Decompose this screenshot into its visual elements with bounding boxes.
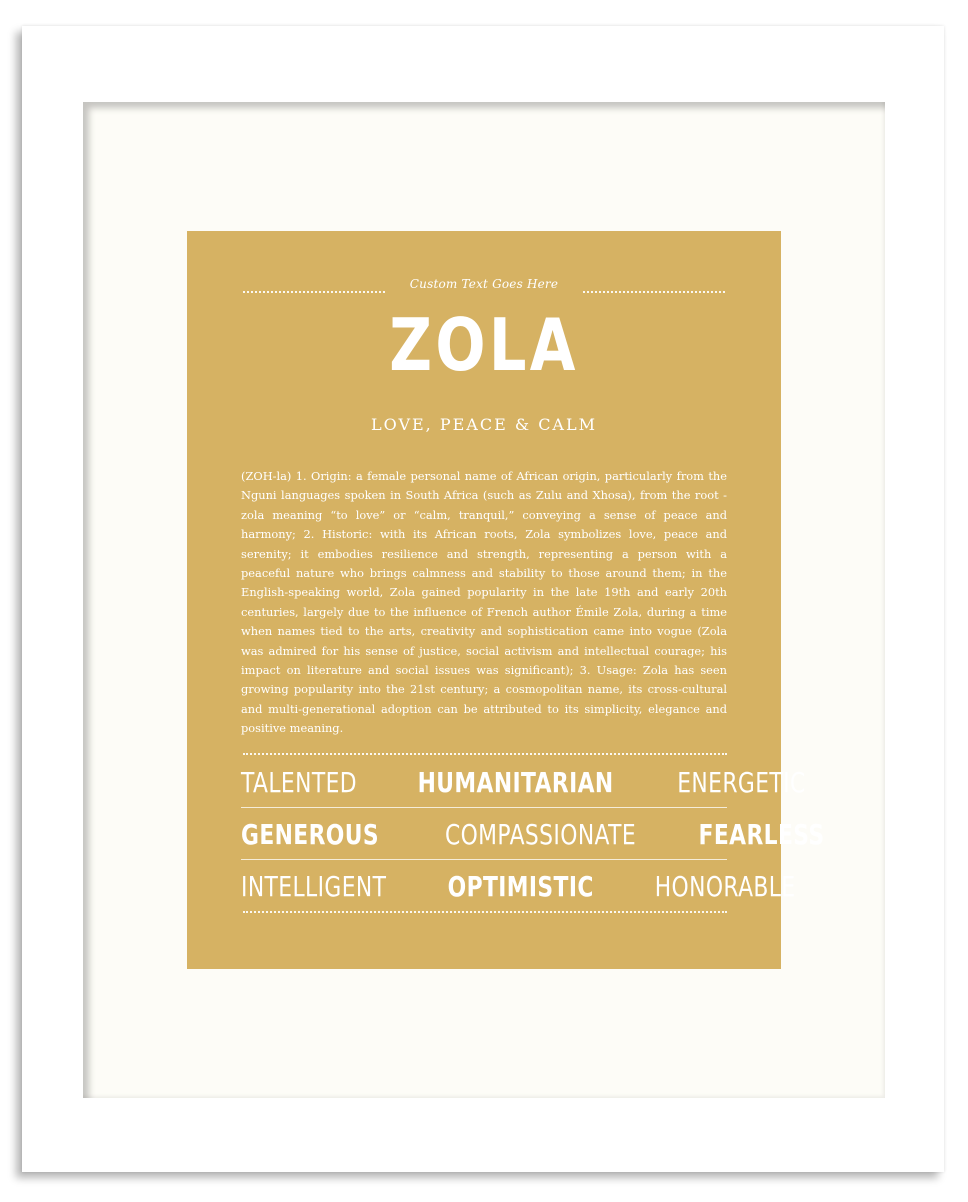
trait-row-3 — [241, 865, 796, 907]
trait-word: HONORABLE — [654, 869, 796, 903]
trait-word: INTELLIGENT — [241, 869, 387, 903]
custom-text: Custom Text Goes Here — [409, 277, 559, 291]
trait-word: GENEROUS — [241, 817, 380, 851]
top-left-dotted-rule — [243, 291, 385, 293]
traits-bottom-dotted-rule — [243, 911, 727, 913]
trait-word: OPTIMISTIC — [448, 869, 595, 903]
trait-word: HUMANITARIAN — [417, 765, 614, 799]
name-title: ZOLA — [389, 303, 579, 387]
trait-word: COMPASSIONATE — [444, 817, 637, 851]
trait-row-1 — [241, 761, 806, 803]
trait-divider — [241, 807, 727, 808]
trait-divider — [241, 859, 727, 860]
trait-word: ENERGETIC — [677, 765, 806, 799]
trait-row-2 — [241, 813, 825, 855]
trait-word: FEARLESS — [698, 817, 825, 851]
name-meaning: LOVE, PEACE & CALM — [370, 415, 597, 434]
top-right-dotted-rule — [583, 291, 725, 293]
name-definition: (ZOH-la) 1. Origin: a female personal name of African origin, particularly from the Nguni languages spoken in South Africa (such as Zulu and Xhosa), from the root -zola meaning “to love” or “calm, tranquil,” conveying a sense of peace and harmony; 2. Historic: with its African roots, Zola symbolizes love, peace and serenity; it embodies resilience and strength, representing a person with a peaceful nature who brings calmness and stability to those around them; in the English-speaking world, Zola gained popularity in the late 19th and early 20th centuries, largely due to the influence of French author Émile Zola, during a time when names tied to the arts, creativity and sophistication came into vogue (Zola was admired for his sense of justice, social activism and intellectual courage; his impact on literature and social issues was significant); 3. Usage: Zola has seen growing popularity into the 21st century; a cosmopolitan name, its cross-cultural and multi-generational adoption can be attributed to its simplicity, elegance and positive meaning. — [241, 469, 727, 736]
name-print — [187, 231, 825, 969]
trait-word: TALENTED — [241, 765, 357, 799]
traits-top-dotted-rule — [243, 753, 727, 755]
